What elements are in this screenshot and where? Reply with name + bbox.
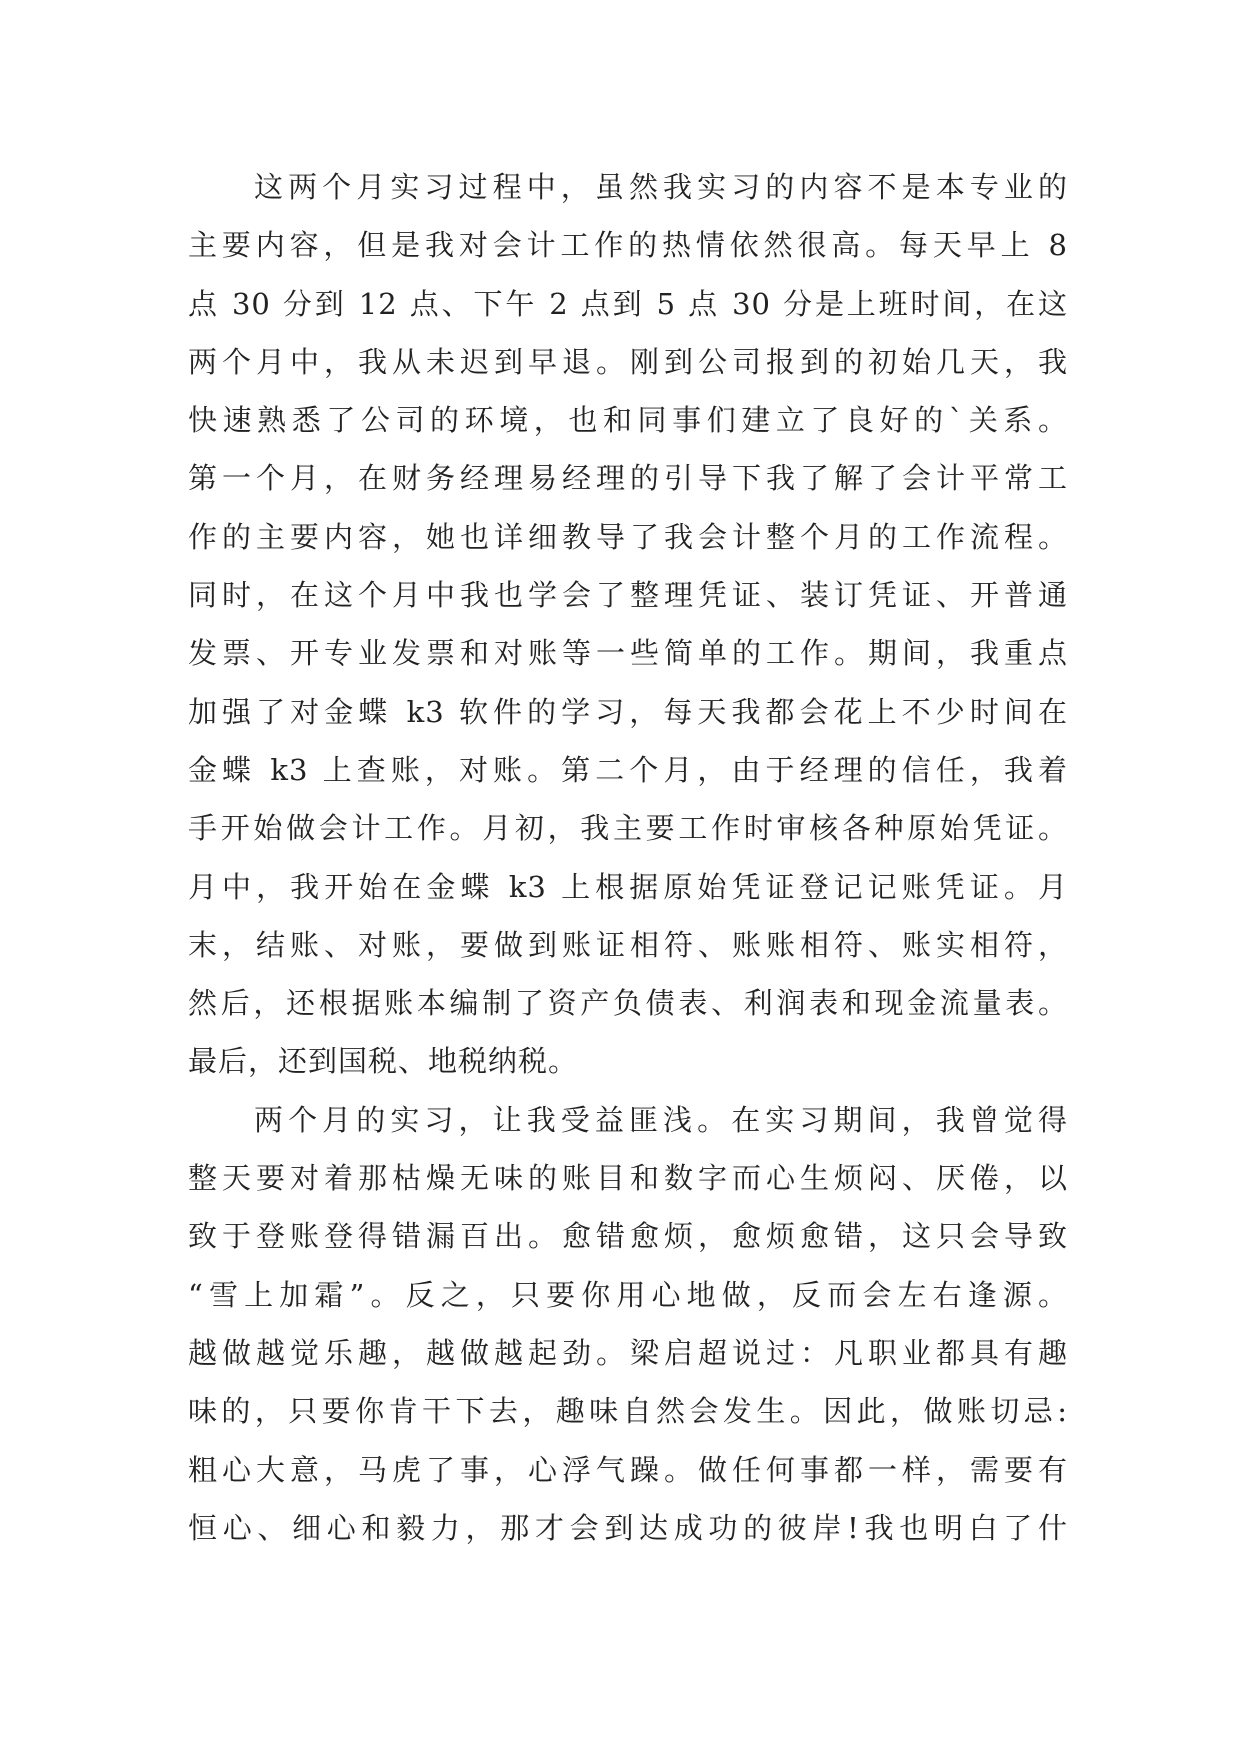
text-line: 快速熟悉了公司的环境，也和同事们建立了良好的`关系。 [188,403,1068,438]
text-line: 金蝶 k3 上查账，对账。第二个月，由于经理的信任，我着 [188,752,1068,787]
text-line: 作的主要内容，她也详细教导了我会计整个月的工作流程。 [188,519,1068,554]
text-line: 加强了对金蝶 k3 软件的学习，每天我都会花上不少时间在 [188,694,1068,729]
text-line: 恒心、细心和毅力，那才会到达成功的彼岸!我也明白了什 [188,1510,1068,1545]
text-line: 粗心大意，马虎了事，心浮气躁。做任何事都一样，需要有 [188,1452,1068,1487]
text-line: 月中，我开始在金蝶 k3 上根据原始凭证登记记账凭证。月 [188,869,1068,904]
text-line: “雪上加霜”。反之，只要你用心地做，反而会左右逢源。 [188,1277,1068,1312]
paragraph-1 [188,158,1068,1091]
text-line: 两个月的实习，让我受益匪浅。在实习期间，我曾觉得 [254,1102,1068,1137]
text-line: 手开始做会计工作。月初，我主要工作时审核各种原始凭证。 [188,811,1068,846]
text-line: 同时，在这个月中我也学会了整理凭证、装订凭证、开普通 [188,578,1068,613]
paragraph-2 [188,1091,1068,1557]
text-line: 末，结账、对账，要做到账证相符、账账相符、账实相符， [188,927,1068,962]
text-line: 两个月中，我从未迟到早退。刚到公司报到的初始几天，我 [188,344,1068,379]
text-line: 点 30 分到 12 点、下午 2 点到 5 点 30 分是上班时间，在这 [188,286,1068,321]
text-line: 然后，还根据账本编制了资产负债表、利润表和现金流量表。 [188,986,1068,1021]
text-line: 最后，还到国税、地税纳税。 [188,1044,579,1079]
document-body [188,158,1068,1557]
text-line: 发票、开专业发票和对账等一些简单的工作。期间，我重点 [188,636,1068,671]
text-line: 整天要对着那枯燥无味的账目和数字而心生烦闷、厌倦，以 [188,1161,1068,1196]
text-line: 味的，只要你肯干下去，趣味自然会发生。因此，做账切忌: [188,1394,1068,1429]
text-line: 致于登账登得错漏百出。愈错愈烦，愈烦愈错，这只会导致 [188,1219,1068,1254]
text-line: 主要内容，但是我对会计工作的热情依然很高。每天早上 8 [188,228,1068,263]
text-line: 第一个月，在财务经理易经理的引导下我了解了会计平常工 [188,461,1068,496]
text-line: 这两个月实习过程中，虽然我实习的内容不是本专业的 [254,170,1068,204]
text-line: 越做越觉乐趣，越做越起劲。梁启超说过：凡职业都具有趣 [188,1335,1068,1370]
